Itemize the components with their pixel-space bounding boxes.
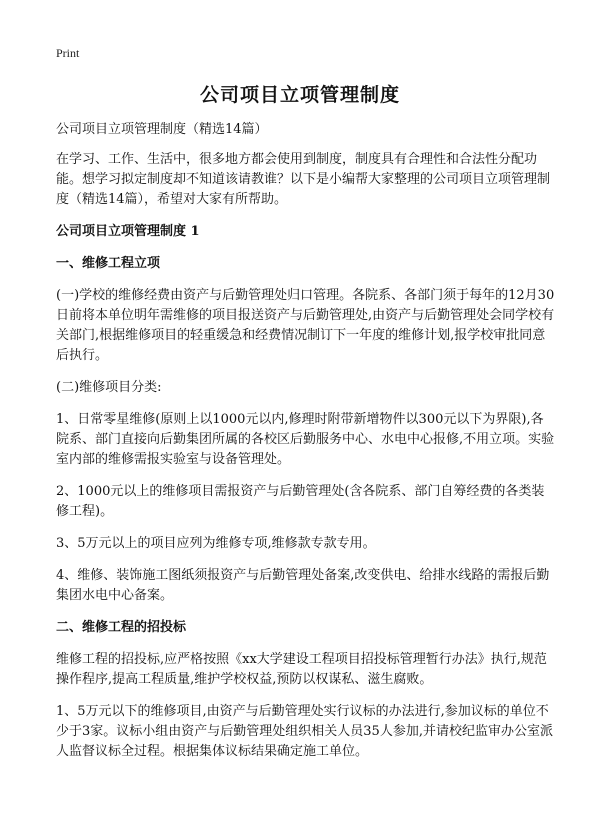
list-item: 2、1000元以上的维修项目需报资产与后勤管理处(含各院系、部门自筹经费的各类装修工程)。 [56,484,545,519]
part2-heading: 二、维修工程的招投标 [56,620,187,635]
section-heading: 公司项目立项管理制度 1 [56,224,200,239]
list-item: 3、5万元以上的项目应列为维修专项,维修款专款专用。 [56,536,376,551]
list-item: 1、日常零星维修(原则上以1000元以内,修理时附带新增物件以300元以下为界限),各院系、部门直接向后勤集团所属的各校区后勤服务中心、水电中心报修,不用立项。实验室内部的维修需报实验室与设备管理处。 [56,412,555,467]
print-link[interactable]: Print [56,46,80,60]
paragraph: 维修工程的招投标,应严格按照《xx大学建设工程项目招投标管理暂行办法》执行,规范操作程序,提高工程质量,维护学校权益,预防以权谋私、滋生腐败。 [56,652,547,687]
paragraph: (二)维修项目分类: [56,380,162,395]
article-body [56,120,556,774]
list-item: 1、5万元以下的维修项目,由资产与后勤管理处实行议标的办法进行,参加议标的单位不少于3家。议标小组由资产与后勤管理处组织相关人员35人参加,并请校纪监审办公室派人监督议标全过程。根据集体议标结果确定施工单位。 [56,704,553,759]
paragraph: (一)学校的维修经费由资产与后勤管理处归口管理。各院系、各部门须于每年的12月30日前将本单位明年需维修的项目报送资产与后勤管理处,由资产与后勤管理处会同学校有关部门,根据维修项目的轻重缓急和经费情况制订下一年度的维修计划,报学校审批同意后执行。 [56,288,555,363]
intro-paragraph: 在学习、工作、生活中，很多地方都会使用到制度，制度具有合理性和合法性分配功能。想学习拟定制度却不知道该请教谁？以下是小编帮大家整理的公司项目立项管理制度（精选14篇），希望对大家有所帮助。 [56,152,551,207]
page-title: 公司项目立项管理制度 [199,84,400,106]
part1-heading: 一、维修工程立项 [56,256,161,271]
list-item: 4、维修、装饰施工图纸须报资产与后勤管理处备案,改变供电、给排水线路的需报后勤集团水电中心备案。 [56,568,550,603]
article-subtitle: 公司项目立项管理制度（精选14篇） [56,122,268,137]
